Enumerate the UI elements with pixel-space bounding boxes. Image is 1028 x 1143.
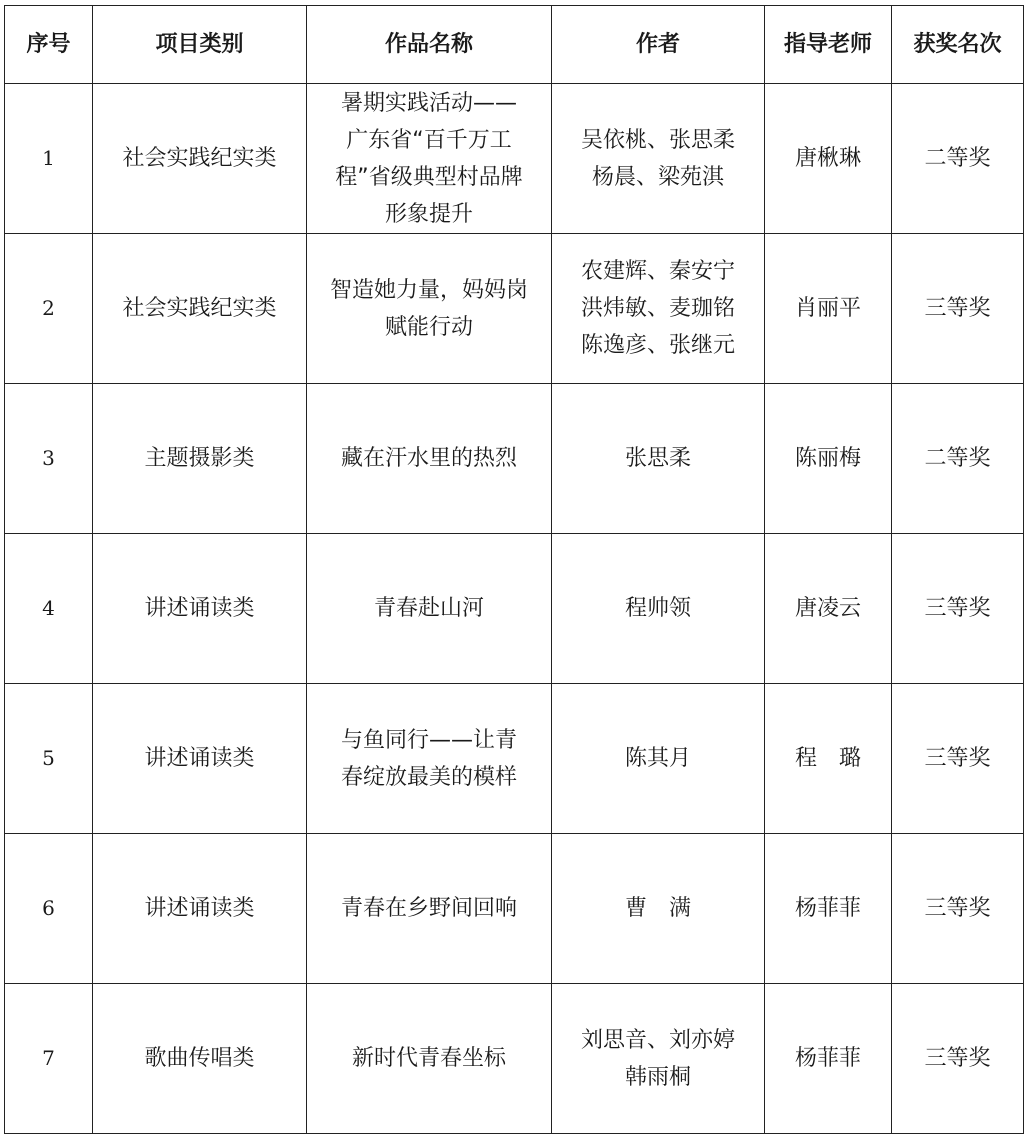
author-line: 韩雨桐: [624, 1064, 691, 1090]
cell-authors: [552, 384, 765, 534]
cell-teacher: 唐凌云: [765, 534, 892, 684]
cell-authors: [552, 684, 765, 834]
cell-award: 三等奖: [892, 534, 1024, 684]
author-line: 曹 满: [624, 896, 691, 921]
cell-work: [307, 684, 552, 834]
work-line: 智造她力量，妈妈岗: [329, 277, 528, 303]
work-line: 与鱼同行——让青: [340, 727, 517, 753]
cell-teacher: 陈丽梅: [765, 384, 892, 534]
cell-category: 讲述诵读类: [93, 534, 307, 684]
cell-category: 讲述诵读类: [93, 684, 307, 834]
cell-authors: [552, 234, 765, 384]
cell-no: 3: [5, 384, 93, 534]
work-line: 春绽放最美的模样: [340, 764, 517, 790]
work-line: 暑期实践活动——: [340, 90, 517, 116]
author-line: 农建辉、秦安宁: [580, 259, 735, 284]
header-work: 作品名称: [307, 6, 552, 84]
work-line: 赋能行动: [384, 314, 473, 340]
work-line: 程”省级典型村品牌: [335, 164, 523, 190]
cell-teacher: 程 璐: [765, 684, 892, 834]
cell-category: 社会实践纪实类: [93, 84, 307, 234]
cell-award: 二等奖: [892, 84, 1024, 234]
cell-teacher: 杨菲菲: [765, 984, 892, 1134]
header-teacher: 指导老师: [765, 6, 892, 84]
cell-no: 1: [5, 84, 93, 234]
award-table: [4, 5, 1024, 1134]
cell-authors: [552, 834, 765, 984]
cell-authors: [552, 534, 765, 684]
cell-authors: [552, 984, 765, 1134]
cell-work: [307, 384, 552, 534]
cell-work: [307, 534, 552, 684]
table-row: [5, 84, 1024, 234]
cell-no: 4: [5, 534, 93, 684]
header-authors: 作者: [552, 6, 765, 84]
cell-no: 6: [5, 834, 93, 984]
table-body: [5, 84, 1024, 1134]
author-line: 程帅领: [624, 596, 691, 621]
header-award: 获奖名次: [892, 6, 1024, 84]
work-line: 广东省“百千万工: [346, 127, 512, 153]
cell-award: 三等奖: [892, 234, 1024, 384]
author-line: 杨晨、梁苑淇: [591, 164, 724, 190]
author-line: 吴依桃、张思柔: [580, 127, 735, 153]
cell-award: 二等奖: [892, 384, 1024, 534]
table-row: [5, 834, 1024, 984]
cell-work: [307, 984, 552, 1134]
table-row: [5, 684, 1024, 834]
table-row: [5, 384, 1024, 534]
author-line: 陈逸彦、张继元: [580, 333, 735, 358]
cell-work: [307, 834, 552, 984]
work-line: 藏在汗水里的热烈: [340, 446, 517, 471]
cell-category: 讲述诵读类: [93, 834, 307, 984]
cell-no: 5: [5, 684, 93, 834]
cell-work: [307, 84, 552, 234]
cell-authors: [552, 84, 765, 234]
table-row: [5, 234, 1024, 384]
cell-teacher: 唐楸琳: [765, 84, 892, 234]
cell-award: 三等奖: [892, 984, 1024, 1134]
header-category: 项目类别: [93, 6, 307, 84]
cell-teacher: 肖丽平: [765, 234, 892, 384]
table-row: [5, 984, 1024, 1134]
table-row: [5, 534, 1024, 684]
cell-award: 三等奖: [892, 834, 1024, 984]
cell-no: 7: [5, 984, 93, 1134]
cell-teacher: 杨菲菲: [765, 834, 892, 984]
work-line: 青春在乡野间回响: [340, 896, 517, 921]
work-line: 新时代青春坐标: [351, 1046, 506, 1071]
author-line: 陈其月: [624, 746, 691, 771]
cell-work: [307, 234, 552, 384]
author-line: 刘思音、刘亦婷: [580, 1027, 735, 1053]
table-header-row: [5, 6, 1024, 84]
author-line: 张思柔: [624, 446, 691, 471]
header-no: 序号: [5, 6, 93, 84]
cell-award: 三等奖: [892, 684, 1024, 834]
cell-category: 歌曲传唱类: [93, 984, 307, 1134]
cell-category: 社会实践纪实类: [93, 234, 307, 384]
author-line: 洪炜敏、麦珈铭: [580, 296, 735, 321]
work-line: 青春赴山河: [373, 596, 484, 621]
cell-category: 主题摄影类: [93, 384, 307, 534]
cell-no: 2: [5, 234, 93, 384]
work-line: 形象提升: [384, 201, 473, 227]
